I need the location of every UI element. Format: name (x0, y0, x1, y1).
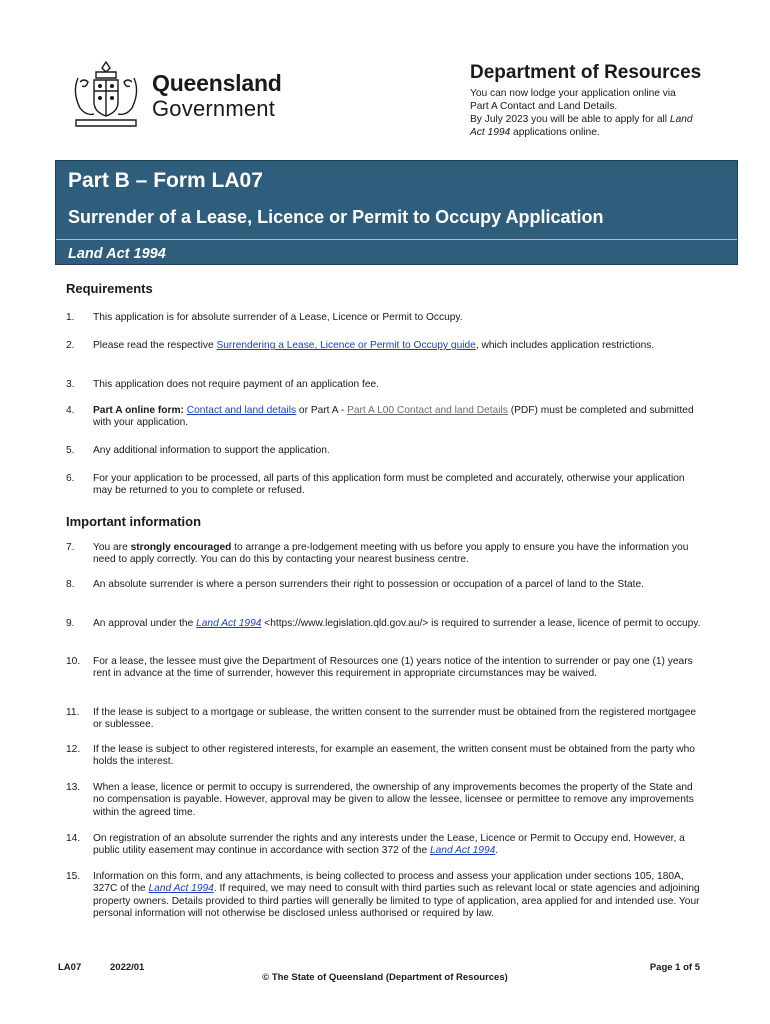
item-number: 4. (66, 405, 75, 416)
item-number: 13. (66, 782, 81, 793)
item-text: If the lease is subject to a mortgage or sublease, the written consent to the surrender must be obtained from the registered mortgagee or sublessee. (93, 707, 697, 731)
item-number: 8. (66, 579, 75, 590)
form-title: Surrender of a Lease, Licence or Permit to Occupy Application (68, 207, 604, 227)
contact-land-details-link[interactable]: Contact and land details (186, 405, 297, 416)
item-number: 11. (66, 707, 80, 718)
requirements-heading: Requirements (66, 281, 153, 296)
item-number: 2. (66, 340, 75, 351)
item-bold-label: Part A online form: (93, 405, 187, 416)
item-text (93, 405, 705, 430)
item-text: This application is for absolute surrender of a Lease, Licence or Permit to Occupy. (93, 312, 463, 323)
item-text-part: Information on this form, and any attachments, is being collected to process and assess your application under sections 105, 180A, 327C of the (93, 871, 684, 895)
land-act-link[interactable]: Land Act 1994 (429, 845, 496, 857)
item-text-part: to arrange a pre-lodgement meeting with us before you apply to ensure you have the information you need to apply correctly. You can do this by contacting your nearest business centre. (93, 542, 689, 566)
item-text-part: Please read the respective (93, 340, 217, 351)
item-text: An absolute surrender is where a person surrenders their right to possession or occupation of a parcel of land to the State. (93, 579, 645, 590)
item-number: 9. (66, 618, 75, 629)
item-text: If the lease is subject to other registered interests, for example an easement, the written consent must be obtained from the party who holds the interest. (93, 744, 695, 768)
item-number: 14. (66, 833, 81, 844)
item-text: This application does not require payment of an application fee. (93, 379, 379, 390)
notice-text: applications online. (510, 127, 600, 138)
form-version-date: 2022/01 (110, 962, 145, 973)
item-number: 3. (66, 379, 75, 390)
form-act: Land Act 1994 (68, 246, 166, 262)
notice-line-4 (470, 126, 740, 139)
item-text-part: An approval under the (93, 618, 197, 629)
coat-of-arms-icon (66, 58, 146, 132)
item-text-part: . If required, we may need to consult with third parties such as relevant local or state agencies and adjoining property owners. Details provided to third parties will generally be limited to type of application, area applied for and intended use. Your personal information will not otherwise be disclosed unless authorised or required by law. (93, 883, 700, 920)
item-text (93, 542, 705, 567)
page-number: Page 1 of 5 (649, 962, 700, 973)
notice-text: By July 2023 you will be able to apply for all (470, 114, 670, 125)
item-text (93, 340, 705, 352)
item-text-part: or Part A - (296, 405, 348, 416)
copyright-notice: © The State of Queensland (Department of Resources) (262, 972, 508, 983)
part-a-l00-pdf-link[interactable]: Part A L00 Contact and land Details (347, 405, 508, 416)
item-number: 7. (66, 542, 75, 553)
wordmark-queensland: Queensland (152, 70, 282, 96)
form-title-banner (55, 160, 738, 265)
item-number: 10. (66, 656, 81, 667)
item-number: 5. (66, 445, 75, 456)
form-part-title: Part B – Form LA07 (68, 169, 263, 192)
item-text-part: , which includes application restrictions. (475, 340, 655, 351)
item-text: For your application to be processed, all parts of this application form must be completed and accurately, otherwise your application may be returned to you to complete or refused. (93, 473, 685, 497)
item-text: For a lease, the lessee must give the Department of Resources one (1) years notice of the intention to surrender or pay one (1) years rent in advance at the time of surrender, however this requirement in appropriate circumstances may be waived. (93, 656, 693, 680)
item-number: 1. (66, 312, 75, 323)
item-text-part: (PDF) must be completed and submitted with your application. (93, 405, 694, 429)
form-code: LA07 (58, 962, 82, 973)
notice-act-italic: Act 1994 (470, 127, 511, 138)
item-number: 12. (66, 744, 81, 755)
surrender-guide-link[interactable]: Surrendering a Lease, Licence or Permit to Occupy guide (216, 340, 476, 351)
important-info-heading: Important information (66, 514, 202, 529)
wordmark-government: Government (152, 96, 276, 121)
land-act-link[interactable]: Land Act 1994 (196, 618, 262, 629)
item-text: When a lease, licence or permit to occupy is surrendered, the ownership of any improvements becomes the property of the State and no compensation is payable. However, approval may be given to allow the lessee, licensee or permittee to remove any improvements within the agreed time. (93, 782, 694, 818)
item-number: 6. (66, 473, 75, 484)
item-text-part: You are (93, 542, 131, 553)
notice-line-2: Part A Contact and Land Details. (470, 101, 618, 112)
item-bold-emphasis: strongly encouraged (130, 542, 232, 553)
item-text-part: <https://www.legislation.qld.gov.au/> is required to surrender a lease, licence of permit to occupy. (261, 618, 701, 629)
item-text (93, 871, 705, 921)
notice-line-1: You can now lodge your application online via (470, 88, 676, 99)
notice-act-italic: Land (669, 114, 693, 125)
banner-divider (56, 239, 737, 240)
item-text-part: On registration of an absolute surrender the rights and any interests under the Lease, Licence or Permit to Occupy end. However, a public utility easement may continue in accordance with section 372 of the (93, 833, 685, 857)
department-title: Department of Resources (470, 62, 702, 83)
notice-line-3 (470, 113, 740, 126)
item-text-part: . (495, 845, 499, 857)
land-act-link[interactable]: Land Act 1994 (148, 883, 214, 895)
item-text (93, 833, 705, 858)
queensland-government-logo (66, 58, 296, 132)
item-text (93, 618, 705, 630)
item-text: Any additional information to support the application. (93, 445, 330, 456)
item-number: 15. (66, 871, 81, 882)
department-info (470, 62, 740, 139)
